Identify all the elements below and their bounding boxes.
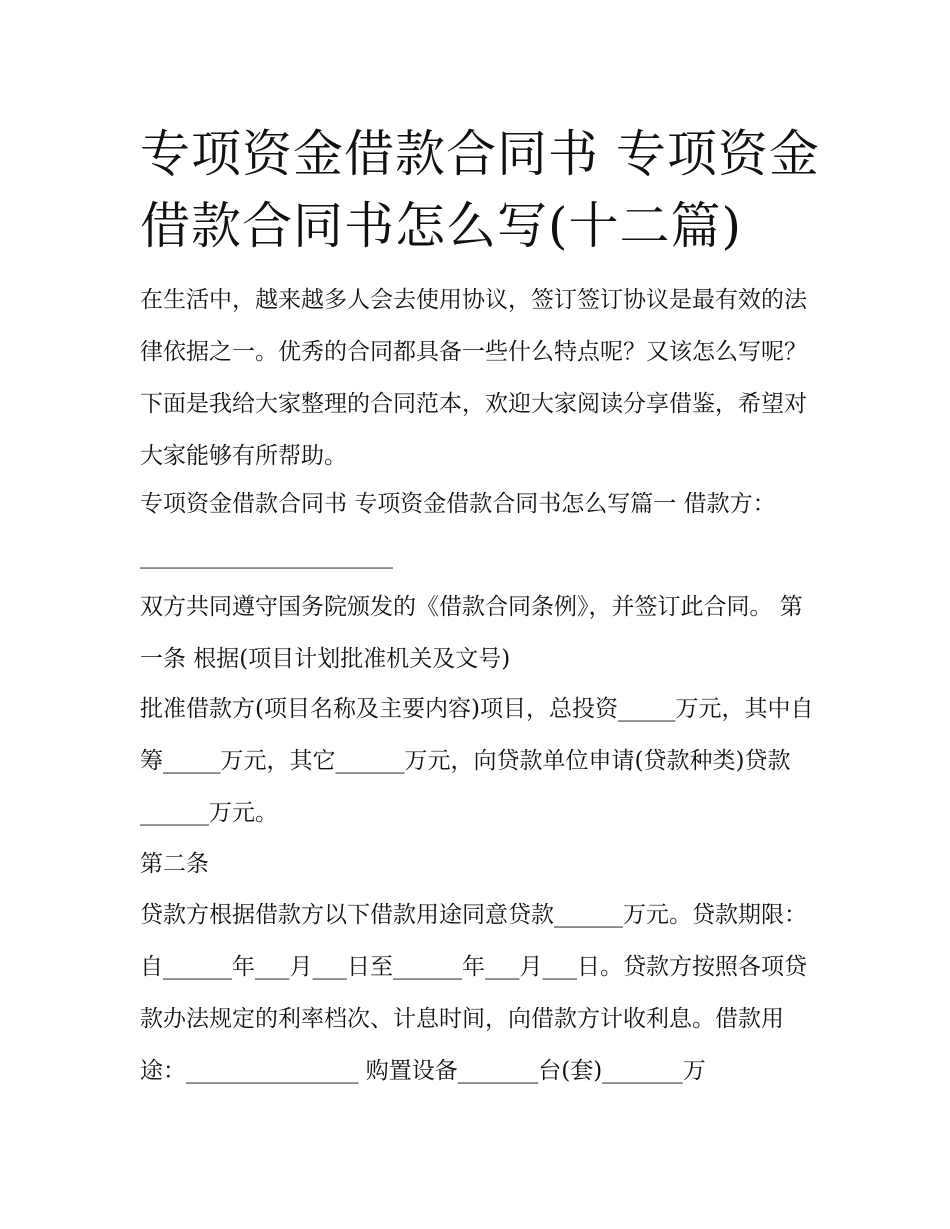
borrower-paragraph: 专项资金借款合同书 专项资金借款合同书怎么写篇一 借款方：______________________ <box>140 491 776 569</box>
section-heading: 第二条 <box>140 851 209 877</box>
agreement-paragraph: 双方共同遵守国务院颁发的《借款合同条例》，并签订此合同。 第一条 根据(项目计划批准机关及文号) <box>140 594 803 672</box>
loan-terms-paragraph: 贷款方根据借款方以下借款用途同意贷款______万元。贷款期限：自______年___月___日至______年___月___日。贷款方按照各项贷款办法规定的利率档次、计息时间，向借款方计收利息。借款用途：_______________ 购置设备_______台(套)_______万 <box>140 902 807 1084</box>
document-title: 专项资金借款合同书 专项资金借款合同书怎么写(十二篇) <box>140 125 820 255</box>
approval-paragraph: 批准借款方(项目名称及主要内容)项目，总投资_____万元，其中自筹_____万元，其它______万元，向贷款单位申请(贷款种类)贷款______万元。 <box>140 696 814 826</box>
intro-paragraph: 在生活中，越来越多人会去使用协议，签订签订协议是最有效的法律依据之一。优秀的合同都具备一些什么特点呢？又该怎么写呢？下面是我给大家整理的合同范本，欢迎大家阅读分享借鉴，希望对大家能够有所帮助。 <box>140 287 807 469</box>
